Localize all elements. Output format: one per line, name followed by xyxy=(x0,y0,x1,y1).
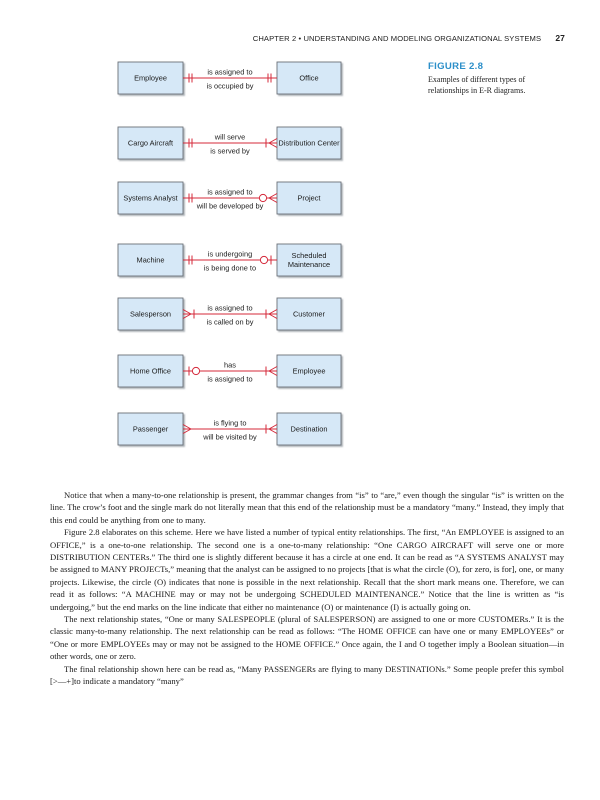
relationship-label-top: will serve xyxy=(214,132,246,142)
crows-foot-mark xyxy=(183,425,191,430)
relationship-label-top: is undergoing xyxy=(207,249,253,259)
crows-foot-mark xyxy=(269,367,277,372)
crows-foot-mark xyxy=(269,143,277,148)
entity-left-label: Passenger xyxy=(132,424,169,434)
crows-foot-mark xyxy=(269,429,277,434)
figure-caption: Examples of different types of relationships in E-R diagrams. xyxy=(428,75,526,95)
crows-foot-mark xyxy=(269,371,277,376)
relationship-label-bottom: will be visited by xyxy=(203,432,257,442)
entity-right-label: Project xyxy=(297,193,321,203)
entity-right-label: Customer xyxy=(292,309,326,319)
relationship-label-bottom: is called on by xyxy=(206,317,254,327)
entity-left-label: Machine xyxy=(136,255,165,265)
body-paragraph: The next relationship states, “One or many SALESPEOPLE (plural of SALESPERSON) are assigned to one or more CUSTOMERs.” It is the classic many-to-many relationship. The next relationship can be read as follows: “The HOME OFFICE can have one or many EMPLOYEEs” or “One or more EMPLOYEEs may or may not be assigned to the HOME OFFICE.” Once again, the I and O together imply a Boolean situation—in other words, one or zero. xyxy=(50,614,564,662)
entity-left-label: Home Office xyxy=(130,366,171,376)
crows-foot-mark xyxy=(269,310,277,315)
relationship-label-top: is assigned to xyxy=(207,187,253,197)
relationship-label-bottom: is served by xyxy=(210,146,250,156)
crows-foot-mark xyxy=(183,310,191,315)
crows-foot-mark xyxy=(183,314,191,319)
relationship-label-bottom: is occupied by xyxy=(206,81,254,91)
body-paragraph: Figure 2.8 elaborates on this scheme. Here we have listed a number of typical entity relationships. The first, “An EMPLOYEE is assigned to an OFFICE,” is a one-to-one relationship. The second one is a one-to-many relationship: “One CARGO AIRCRAFT will serve one or more DISTRIBUTION CENTERs.” The third one is slightly different because it has a circle at one end. It can be read as “A SYSTEMS ANALYST may be assigned to MANY PROJECTs,” meaning that the analyst can be assigned to no projects [that is what the circle (O), for zero, is for], one, or many projects. Likewise, the circle (O) indicates that none is possible in the next relationship. Recall that the short mark means one. Therefore, we can read it as follows: “A MACHINE may or may not be undergoing SCHEDULED MAINTENANCE.” Notice that the line is written as “is undergoing,” but the end marks on the line indicate that either no maintenance (O) or maintenance (I) is actually going on. xyxy=(50,527,564,612)
relationship-label-top: is assigned to xyxy=(207,303,253,313)
zero-mark xyxy=(192,367,199,374)
crows-foot-mark xyxy=(269,198,277,203)
crows-foot-mark xyxy=(183,429,191,434)
body-paragraph: Notice that when a many-to-one relationship is present, the grammar changes from “is” to “are,” even though the singular “is” is written on the line. The crow’s foot and the single mark do not literally mean that this end of the relationship must be a mandatory “many.” Instead, they imply that this end could be anything from one to many. xyxy=(50,490,564,525)
entity-right-label: Office xyxy=(299,73,319,83)
crows-foot-mark xyxy=(269,314,277,319)
crows-foot-mark xyxy=(269,425,277,430)
relationship-label-bottom: will be developed by xyxy=(196,201,264,211)
chapter-title: CHAPTER 2 • UNDERSTANDING AND MODELING ORGANIZATIONAL SYSTEMS xyxy=(252,34,542,43)
entity-right-label: Scheduled xyxy=(291,251,327,261)
crows-foot-mark xyxy=(269,194,277,199)
entity-right-label: Employee xyxy=(292,366,326,376)
relationship-label-bottom: is assigned to xyxy=(207,374,253,384)
body-paragraph: The final relationship shown here can be read as, “Many PASSENGERs are flying to many DESTINATIONs.” Some people prefer this symbol [>—+]to indicate a mandatory “many” xyxy=(50,663,564,687)
entity-left-label: Employee xyxy=(134,73,167,83)
entity-left-label: Salesperson xyxy=(129,309,172,319)
page-number: 27 xyxy=(555,33,565,43)
entity-left-label: Systems Analyst xyxy=(123,193,178,203)
figure-label: FIGURE 2.8 xyxy=(428,61,484,72)
zero-mark xyxy=(260,256,267,263)
entity-right-label: Destination xyxy=(290,424,328,434)
relationship-label-bottom: is being done to xyxy=(203,263,257,273)
entity-left-label: Cargo Aircraft xyxy=(127,138,174,148)
body-text xyxy=(50,489,564,688)
crows-foot-mark xyxy=(269,139,277,144)
relationship-label-top: is assigned to xyxy=(207,67,253,77)
entity-right-label: Distribution Center xyxy=(278,138,340,148)
entity-right-label: Maintenance xyxy=(287,260,331,270)
relationship-label-top: has xyxy=(224,360,236,370)
relationship-label-top: is flying to xyxy=(213,418,247,428)
